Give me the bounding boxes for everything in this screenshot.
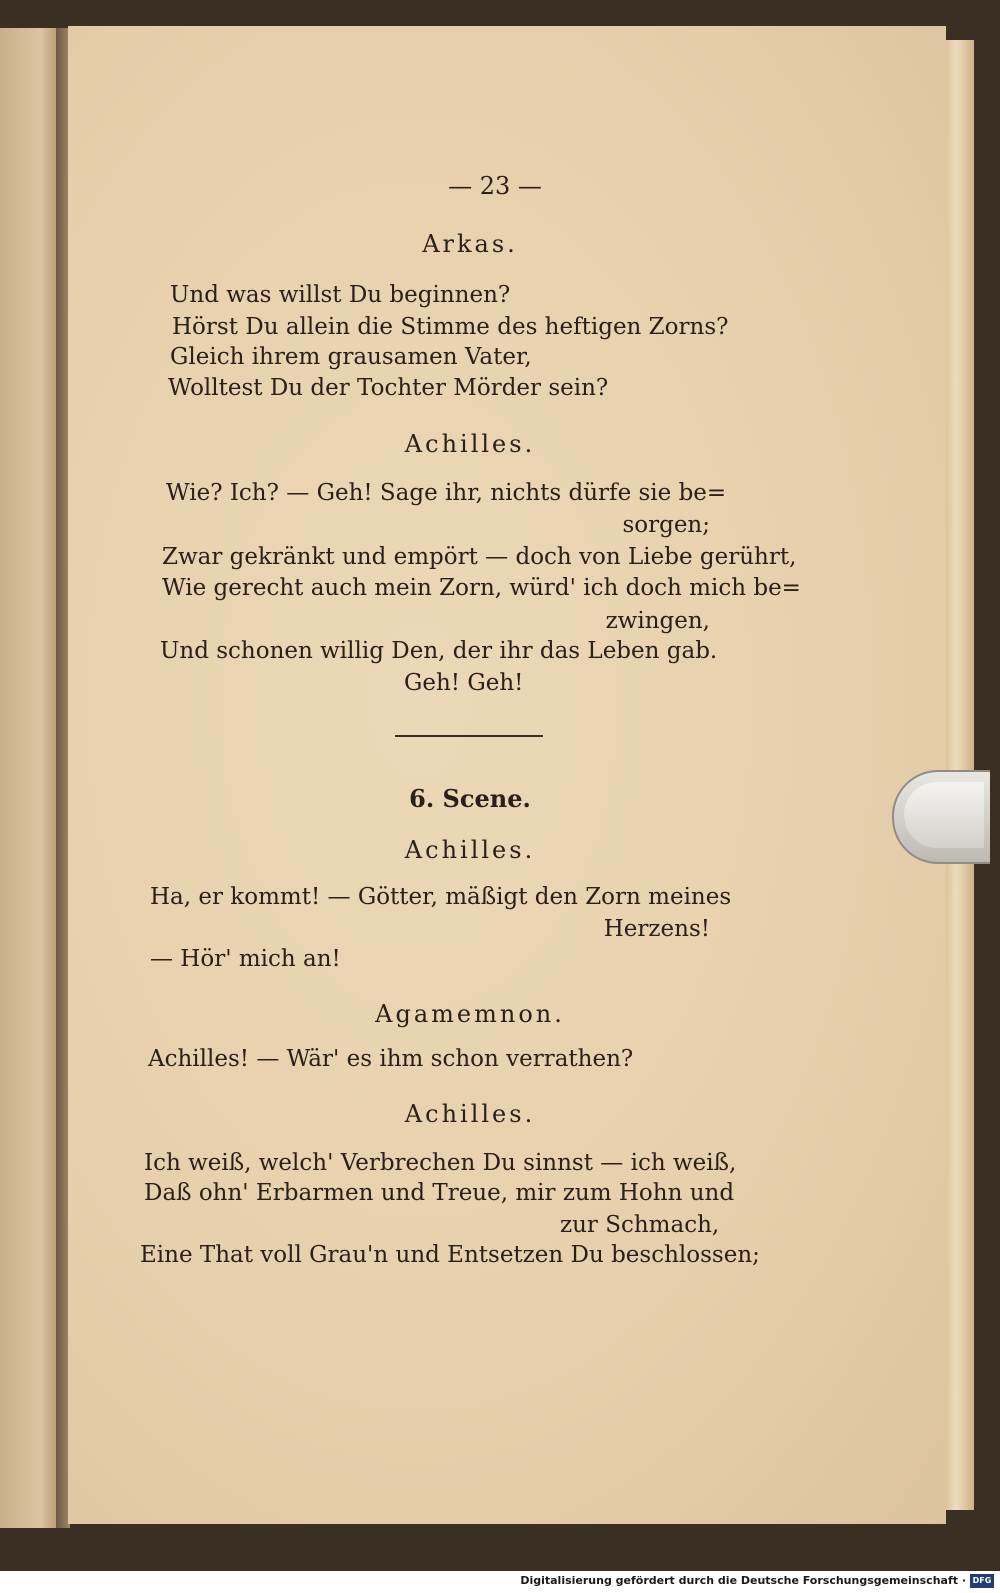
page-tab-marker: [892, 770, 990, 864]
verse-line: Gleich ihrem grausamen Vater,: [170, 344, 532, 370]
speaker-achilles: Achilles.: [404, 836, 536, 864]
verse-line: Ich weiß, welch' Verbrechen Du sinnst — ich weiß,: [144, 1150, 737, 1176]
scene-divider: [395, 735, 543, 737]
verse-line-continuation: Herzens!: [603, 916, 710, 942]
verse-line: — Hör' mich an!: [150, 946, 341, 972]
footer-bar: [0, 1571, 1000, 1593]
verse-line: Daß ohn' Erbarmen und Treue, mir zum Hohn und: [144, 1180, 735, 1206]
verse-line-continuation: zur Schmach,: [560, 1212, 720, 1238]
verse-line-continuation: zwingen,: [605, 608, 710, 634]
verse-line: Geh! Geh!: [404, 670, 524, 696]
page-tab-inner: [904, 782, 984, 848]
scene-title: 6. Scene.: [409, 784, 531, 813]
verse-line: Zwar gekränkt und empört — doch von Liebe gerührt,: [162, 544, 797, 570]
verse-line: Wie? Ich? — Geh! Sage ihr, nichts dürfe sie be=: [166, 480, 727, 506]
page-number: — 23 —: [448, 172, 542, 200]
speaker-achilles: Achilles.: [404, 430, 536, 458]
verse-line: Hörst Du allein die Stimme des heftigen Zorns?: [172, 314, 729, 340]
verse-line: Und schonen willig Den, der ihr das Leben gab.: [160, 638, 718, 664]
speaker-agamemnon: Agamemnon.: [375, 1000, 565, 1028]
verse-line: Wie gerecht auch mein Zorn, würd' ich doch mich be=: [162, 575, 801, 601]
left-page-edge: [0, 28, 58, 1528]
speaker-arkas: Arkas.: [422, 230, 518, 258]
verse-line: Und was willst Du beginnen?: [170, 282, 511, 308]
verse-line: Wolltest Du der Tochter Mörder sein?: [168, 375, 609, 401]
footer-credit: Digitalisierung gefördert durch die Deutsche Forschungsgemeinschaft ·: [520, 1574, 966, 1587]
verse-line-continuation: sorgen;: [622, 512, 710, 538]
verse-line: Eine That voll Grau'n und Entsetzen Du beschlossen;: [140, 1242, 760, 1268]
speaker-achilles: Achilles.: [404, 1100, 536, 1128]
dfg-logo: DFG: [970, 1574, 994, 1588]
verse-line: Achilles! — Wär' es ihm schon verrathen?: [148, 1046, 634, 1072]
verse-line: Ha, er kommt! — Götter, mäßigt den Zorn meines: [150, 884, 732, 910]
